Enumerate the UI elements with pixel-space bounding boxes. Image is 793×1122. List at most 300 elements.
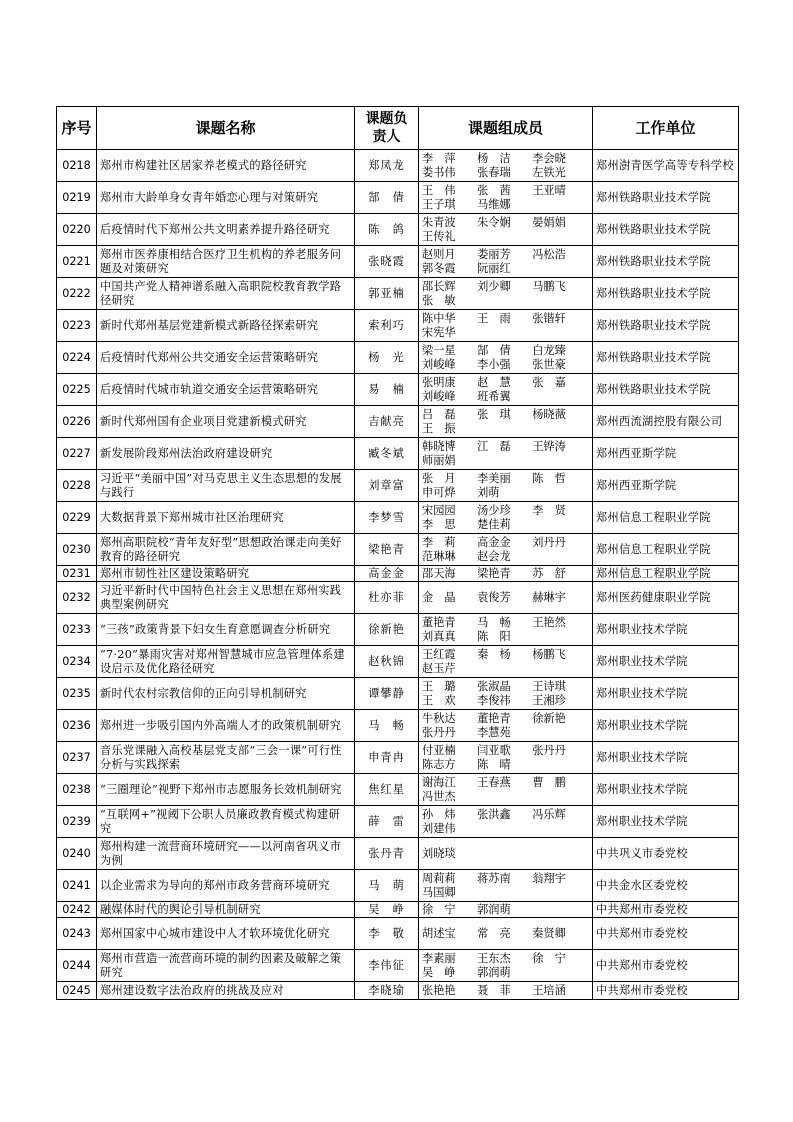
member-line: [422, 790, 589, 804]
member-name: 常 亮: [477, 926, 511, 940]
cell-unit: 郑州铁路职业技术学院: [593, 342, 739, 374]
member-name: 杨晓薇: [532, 407, 566, 421]
member-line: [422, 744, 589, 758]
member-name: 刘少卿: [477, 279, 511, 293]
member-line: [422, 903, 589, 917]
member-name: 陈 阳: [477, 629, 511, 643]
cell-title: 新时代郑州基层党建新模式新路径探索研究: [97, 310, 355, 342]
cell-no: 0226: [57, 406, 97, 438]
cell-members: [419, 406, 593, 438]
cell-leader: 郭亚楠: [355, 278, 419, 310]
member-line: [422, 312, 589, 326]
cell-no: 0225: [57, 374, 97, 406]
member-name: 闫亚歌: [477, 743, 511, 757]
member-name: 李会晓: [532, 151, 566, 165]
cell-unit: 郑州职业技术学院: [593, 614, 739, 646]
cell-leader: 郜 倩: [355, 182, 419, 214]
member-name: 苏 舒: [532, 566, 566, 580]
table-row: [57, 742, 739, 774]
cell-no: 0237: [57, 742, 97, 774]
member-name: 马 畅: [477, 615, 511, 629]
table-row: [57, 246, 739, 278]
table-row: [57, 470, 739, 502]
cell-members: [419, 982, 593, 1000]
member-name: 冯乐辉: [532, 807, 566, 821]
member-name: 梁一星: [422, 343, 456, 357]
member-name: 张 琪: [477, 407, 511, 421]
member-name: 冯世杰: [422, 789, 456, 803]
cell-title: 郑州建设数字法治政府的挑战及应对: [97, 982, 355, 1000]
cell-members: [419, 950, 593, 982]
cell-title: 郑州高职院校“青年友好型”思想政治课走向美好教育的路径研究: [97, 534, 355, 566]
table-row: [57, 150, 739, 182]
member-line: [422, 230, 589, 244]
header-unit: 工作单位: [593, 107, 739, 150]
member-name: 胡述宝: [422, 926, 456, 940]
member-name: 赵则月: [422, 247, 456, 261]
table-row: [57, 646, 739, 678]
member-name: 冯松浩: [532, 247, 566, 261]
member-name: 李 莉: [422, 535, 456, 549]
member-line: [422, 390, 589, 404]
header-members: 课题组成员: [419, 107, 593, 150]
member-name: 汤少珍: [477, 503, 511, 517]
member-name: 刘晓琰: [422, 846, 456, 860]
member-name: 张 嘉: [532, 375, 566, 389]
cell-no: 0236: [57, 710, 97, 742]
member-name: 郭润萌: [477, 965, 511, 979]
member-name: 王湘珍: [532, 693, 566, 707]
member-line: [422, 758, 589, 772]
member-name: 李 思: [422, 517, 456, 531]
table-row: [57, 502, 739, 534]
member-line: [422, 486, 589, 500]
member-name: 刘丹丹: [532, 535, 566, 549]
cell-no: 0229: [57, 502, 97, 534]
member-line: [422, 591, 589, 605]
header-leader-text: 课题负责人: [365, 111, 408, 145]
member-line: [422, 630, 589, 644]
member-name: 李美丽: [477, 471, 511, 485]
member-line: [422, 422, 589, 436]
cell-leader: 徐新艳: [355, 614, 419, 646]
cell-title: 中国共产党人精神谱系融入高职院校教育教学路径研究: [97, 278, 355, 310]
cell-no: 0231: [57, 566, 97, 582]
member-name: 刘萌: [477, 485, 500, 499]
member-name: 聂 菲: [477, 983, 511, 997]
member-name: 徐 宁: [532, 951, 566, 965]
cell-unit: 郑州铁路职业技术学院: [593, 374, 739, 406]
cell-title: 新时代郑州国有企业项目党建新模式研究: [97, 406, 355, 438]
cell-unit: 郑州信息工程职业学院: [593, 534, 739, 566]
member-name: 郭润萌: [477, 902, 511, 916]
member-name: 张 敏: [422, 293, 456, 307]
cell-no: 0240: [57, 838, 97, 870]
cell-unit: 中共巩义市委党校: [593, 838, 739, 870]
member-name: 马鹏飞: [532, 279, 566, 293]
member-name: 刘峻峰: [422, 389, 456, 403]
member-line: [422, 822, 589, 836]
cell-unit: 郑州铁路职业技术学院: [593, 214, 739, 246]
member-line: [422, 376, 589, 390]
member-line: [422, 927, 589, 941]
cell-no: 0235: [57, 678, 97, 710]
member-name: 秦贤卿: [532, 926, 566, 940]
cell-leader: 梁艳青: [355, 534, 419, 566]
member-line: [422, 166, 589, 180]
table-row: [57, 374, 739, 406]
cell-title: 后疫情时代郑州公共交通安全运营策略研究: [97, 342, 355, 374]
cell-unit: 郑州西亚斯学院: [593, 438, 739, 470]
cell-unit: 中共金水区委党校: [593, 870, 739, 902]
member-name: 张丹丹: [532, 743, 566, 757]
cell-unit: 郑州职业技术学院: [593, 774, 739, 806]
member-line: [422, 344, 589, 358]
table-row: [57, 614, 739, 646]
member-name: 王 璐: [422, 679, 456, 693]
member-name: 张丹丹: [422, 725, 456, 739]
cell-leader: 马 畅: [355, 710, 419, 742]
table-row: [57, 950, 739, 982]
member-line: [422, 440, 589, 454]
member-line: [422, 536, 589, 550]
member-name: 邵天海: [422, 566, 456, 580]
member-name: 王红霞: [422, 647, 456, 661]
cell-title: 郑州国家中心城市建设中人才软环境优化研究: [97, 918, 355, 950]
cell-title: “三圈理论”视野下郑州市志愿服务长效机制研究: [97, 774, 355, 806]
cell-no: 0232: [57, 582, 97, 614]
cell-no: 0219: [57, 182, 97, 214]
member-name: 蒋苏南: [477, 871, 511, 885]
member-name: 吴 峥: [422, 965, 456, 979]
member-line: [422, 262, 589, 276]
cell-title: 郑州市韧性社区建设策略研究: [97, 566, 355, 582]
cell-title: 郑州市营造一流营商环境的制约因素及破解之策研究: [97, 950, 355, 982]
cell-leader: 臧冬斌: [355, 438, 419, 470]
member-name: 宋园园: [422, 503, 456, 517]
member-name: 王 振: [422, 421, 456, 435]
member-name: 王春燕: [477, 775, 511, 789]
member-name: 王艳然: [532, 615, 566, 629]
cell-members: [419, 774, 593, 806]
cell-unit: 中共郑州市委党校: [593, 902, 739, 918]
cell-no: 0221: [57, 246, 97, 278]
member-line: [422, 198, 589, 212]
member-name: 申可烨: [422, 485, 456, 499]
member-name: 陈 晴: [477, 757, 511, 771]
member-line: [422, 504, 589, 518]
cell-no: 0239: [57, 806, 97, 838]
cell-members: [419, 438, 593, 470]
cell-no: 0234: [57, 646, 97, 678]
member-name: 娄书伟: [422, 165, 456, 179]
cell-unit: 郑州信息工程职业学院: [593, 502, 739, 534]
member-name: 董艳青: [422, 615, 456, 629]
cell-members: [419, 870, 593, 902]
cell-members: [419, 470, 593, 502]
table-row: [57, 406, 739, 438]
member-name: 李小强: [477, 357, 511, 371]
member-name: 王铧涛: [532, 439, 566, 453]
cell-unit: 郑州西流湖控股有限公司: [593, 406, 739, 438]
cell-members: [419, 742, 593, 774]
member-line: [422, 518, 589, 532]
member-name: 刘真真: [422, 629, 456, 643]
cell-leader: 李晓瑜: [355, 982, 419, 1000]
member-line: [422, 326, 589, 340]
cell-no: 0233: [57, 614, 97, 646]
cell-members: [419, 342, 593, 374]
member-name: 徐 宁: [422, 902, 456, 916]
cell-leader: 赵秋锦: [355, 646, 419, 678]
member-line: [422, 152, 589, 166]
cell-members: [419, 918, 593, 950]
table-header-row: [57, 107, 739, 150]
cell-unit: 郑州职业技术学院: [593, 678, 739, 710]
member-line: [422, 694, 589, 708]
cell-no: 0228: [57, 470, 97, 502]
member-name: 韩晓博: [422, 439, 456, 453]
table-row: [57, 534, 739, 566]
member-name: 金 晶: [422, 590, 456, 604]
member-name: 张洪鑫: [477, 807, 511, 821]
cell-title: 融媒体时代的舆论引导机制研究: [97, 902, 355, 918]
member-name: 朱令娴: [477, 215, 511, 229]
member-line: [422, 872, 589, 886]
cell-leader: 刘章富: [355, 470, 419, 502]
member-line: [422, 216, 589, 230]
member-name: 李素丽: [422, 951, 456, 965]
member-name: 翁翔宇: [532, 871, 566, 885]
cell-members: [419, 838, 593, 870]
header-leader: [355, 107, 419, 150]
cell-no: 0220: [57, 214, 97, 246]
cell-unit: 郑州铁路职业技术学院: [593, 278, 739, 310]
cell-no: 0223: [57, 310, 97, 342]
member-line: [422, 567, 589, 581]
member-name: 白龙臻: [532, 343, 566, 357]
table-row: [57, 902, 739, 918]
member-name: 马维娜: [477, 197, 511, 211]
cell-members: [419, 582, 593, 614]
cell-leader: 薛 雷: [355, 806, 419, 838]
cell-members: [419, 310, 593, 342]
cell-no: 0238: [57, 774, 97, 806]
cell-members: [419, 566, 593, 582]
member-name: 王东杰: [477, 951, 511, 965]
cell-members: [419, 534, 593, 566]
table-row: [57, 806, 739, 838]
member-name: 牛秋达: [422, 711, 456, 725]
table-row: [57, 310, 739, 342]
member-name: 吕 磊: [422, 407, 456, 421]
cell-leader: 张晓霞: [355, 246, 419, 278]
cell-no: 0218: [57, 150, 97, 182]
cell-leader: 张丹青: [355, 838, 419, 870]
member-name: 张 月: [422, 471, 456, 485]
cell-unit: 郑州铁路职业技术学院: [593, 310, 739, 342]
cell-members: [419, 374, 593, 406]
member-name: 班希翼: [477, 389, 511, 403]
cell-leader: 杨 光: [355, 342, 419, 374]
member-name: 张淑晶: [477, 679, 511, 693]
table-row: [57, 214, 739, 246]
cell-unit: 中共郑州市委党校: [593, 950, 739, 982]
cell-leader: 谭攀静: [355, 678, 419, 710]
member-name: 陈志方: [422, 757, 456, 771]
cell-leader: 李梦雪: [355, 502, 419, 534]
member-name: 王诗琪: [532, 679, 566, 693]
table-row: [57, 278, 739, 310]
member-name: 秦 杨: [477, 647, 511, 661]
member-name: 江 磊: [477, 439, 511, 453]
member-name: 郭冬霞: [422, 261, 456, 275]
member-name: 王 雨: [477, 311, 511, 325]
member-name: 陈中华: [422, 311, 456, 325]
member-line: [422, 472, 589, 486]
cell-title: 习近平“美丽中国”对马克思主义生态思想的发展与践行: [97, 470, 355, 502]
cell-title: 音乐党课融入高校基层党支部“三会一课”可行性分析与实践探索: [97, 742, 355, 774]
cell-members: [419, 182, 593, 214]
member-name: 左铁光: [532, 165, 566, 179]
member-line: [422, 680, 589, 694]
cell-unit: 郑州铁路职业技术学院: [593, 182, 739, 214]
table-row: [57, 582, 739, 614]
member-name: 邵长辉: [422, 279, 456, 293]
cell-unit: 郑州职业技术学院: [593, 710, 739, 742]
cell-unit: 郑州信息工程职业学院: [593, 566, 739, 582]
member-name: 晏娟娟: [532, 215, 566, 229]
member-name: 周莉莉: [422, 871, 456, 885]
cell-title: 以企业需求为导向的郑州市政务营商环境研究: [97, 870, 355, 902]
member-name: 师丽娟: [422, 453, 456, 467]
member-name: 李 贤: [532, 503, 566, 517]
member-name: 赵会龙: [477, 549, 511, 563]
cell-title: 新时代农村宗教信仰的正向引导机制研究: [97, 678, 355, 710]
cell-leader: 易 楠: [355, 374, 419, 406]
member-name: 袁俊芳: [477, 590, 511, 604]
cell-title: 郑州市大龄单身女青年婚恋心理与对策研究: [97, 182, 355, 214]
member-name: 曹 鹏: [532, 775, 566, 789]
table-row: [57, 870, 739, 902]
member-name: 赫琳宇: [532, 590, 566, 604]
cell-unit: 中共郑州市委党校: [593, 982, 739, 1000]
member-name: 楚佳莉: [477, 517, 511, 531]
member-name: 李俊祎: [477, 693, 511, 707]
member-name: 阮丽红: [477, 261, 511, 275]
cell-no: 0227: [57, 438, 97, 470]
member-name: 朱青波: [422, 215, 456, 229]
cell-title: 后疫情时代城市轨道交通安全运营策略研究: [97, 374, 355, 406]
member-name: 李慧苑: [477, 725, 511, 739]
cell-no: 0244: [57, 950, 97, 982]
member-line: [422, 952, 589, 966]
cell-no: 0241: [57, 870, 97, 902]
cell-title: 郑州构建一流营商环境研究——以河南省巩义市为例: [97, 838, 355, 870]
cell-unit: 郑州职业技术学院: [593, 742, 739, 774]
cell-leader: 李 敬: [355, 918, 419, 950]
member-line: [422, 847, 589, 861]
cell-members: [419, 150, 593, 182]
header-title: 课题名称: [97, 107, 355, 150]
table-row: [57, 342, 739, 374]
cell-members: [419, 678, 593, 710]
cell-no: 0230: [57, 534, 97, 566]
table-row: [57, 838, 739, 870]
member-name: 刘建伟: [422, 821, 456, 835]
member-line: [422, 280, 589, 294]
cell-no: 0243: [57, 918, 97, 950]
cell-title: 新发展阶段郑州法治政府建设研究: [97, 438, 355, 470]
cell-unit: 郑州铁路职业技术学院: [593, 246, 739, 278]
cell-unit: 郑州职业技术学院: [593, 806, 739, 838]
table-row: [57, 438, 739, 470]
member-line: [422, 886, 589, 900]
member-name: 张 茜: [477, 183, 511, 197]
cell-title: “三孩”政策背景下妇女生育意愿调查分析研究: [97, 614, 355, 646]
member-name: 刘峻峰: [422, 357, 456, 371]
cell-leader: 申青冉: [355, 742, 419, 774]
cell-title: 大数据背景下郑州城市社区治理研究: [97, 502, 355, 534]
member-line: [422, 966, 589, 980]
topics-table: [56, 106, 739, 1000]
cell-no: 0222: [57, 278, 97, 310]
member-line: [422, 648, 589, 662]
member-line: [422, 776, 589, 790]
member-line: [422, 726, 589, 740]
member-line: [422, 294, 589, 308]
member-line: [422, 184, 589, 198]
cell-leader: 马 萌: [355, 870, 419, 902]
member-name: 张世豪: [532, 357, 566, 371]
cell-members: [419, 710, 593, 742]
member-name: 赵玉芹: [422, 661, 456, 675]
member-name: 杨鹏飞: [532, 647, 566, 661]
member-name: 郜 倩: [477, 343, 511, 357]
cell-leader: 杜亦菲: [355, 582, 419, 614]
cell-unit: 中共郑州市委党校: [593, 918, 739, 950]
member-line: [422, 808, 589, 822]
member-name: 杨 洁: [477, 151, 511, 165]
table-row: [57, 182, 739, 214]
member-name: 陈 哲: [532, 471, 566, 485]
member-name: 赵 慧: [477, 375, 511, 389]
cell-leader: 李伟征: [355, 950, 419, 982]
cell-title: “互联网+”视阈下公职人员廉政教育模式构建研究: [97, 806, 355, 838]
cell-leader: 索利巧: [355, 310, 419, 342]
cell-no: 0245: [57, 982, 97, 1000]
cell-leader: 吉献亮: [355, 406, 419, 438]
cell-unit: 郑州职业技术学院: [593, 646, 739, 678]
member-name: 王培涵: [532, 983, 566, 997]
table-row: [57, 566, 739, 582]
member-line: [422, 248, 589, 262]
cell-leader: 陈 鸽: [355, 214, 419, 246]
cell-leader: 高金金: [355, 566, 419, 582]
cell-members: [419, 806, 593, 838]
cell-unit: 郑州西亚斯学院: [593, 470, 739, 502]
member-name: 王 欢: [422, 693, 456, 707]
member-name: 梁艳青: [477, 566, 511, 580]
member-name: 谢海江: [422, 775, 456, 789]
member-name: 张明康: [422, 375, 456, 389]
table-row: [57, 774, 739, 806]
member-name: 范琳琳: [422, 549, 456, 563]
header-no: 序号: [57, 107, 97, 150]
member-name: 付亚楠: [422, 743, 456, 757]
member-name: 徐新艳: [532, 711, 566, 725]
cell-title: 郑州进一步吸引国内外高端人才的政策机制研究: [97, 710, 355, 742]
